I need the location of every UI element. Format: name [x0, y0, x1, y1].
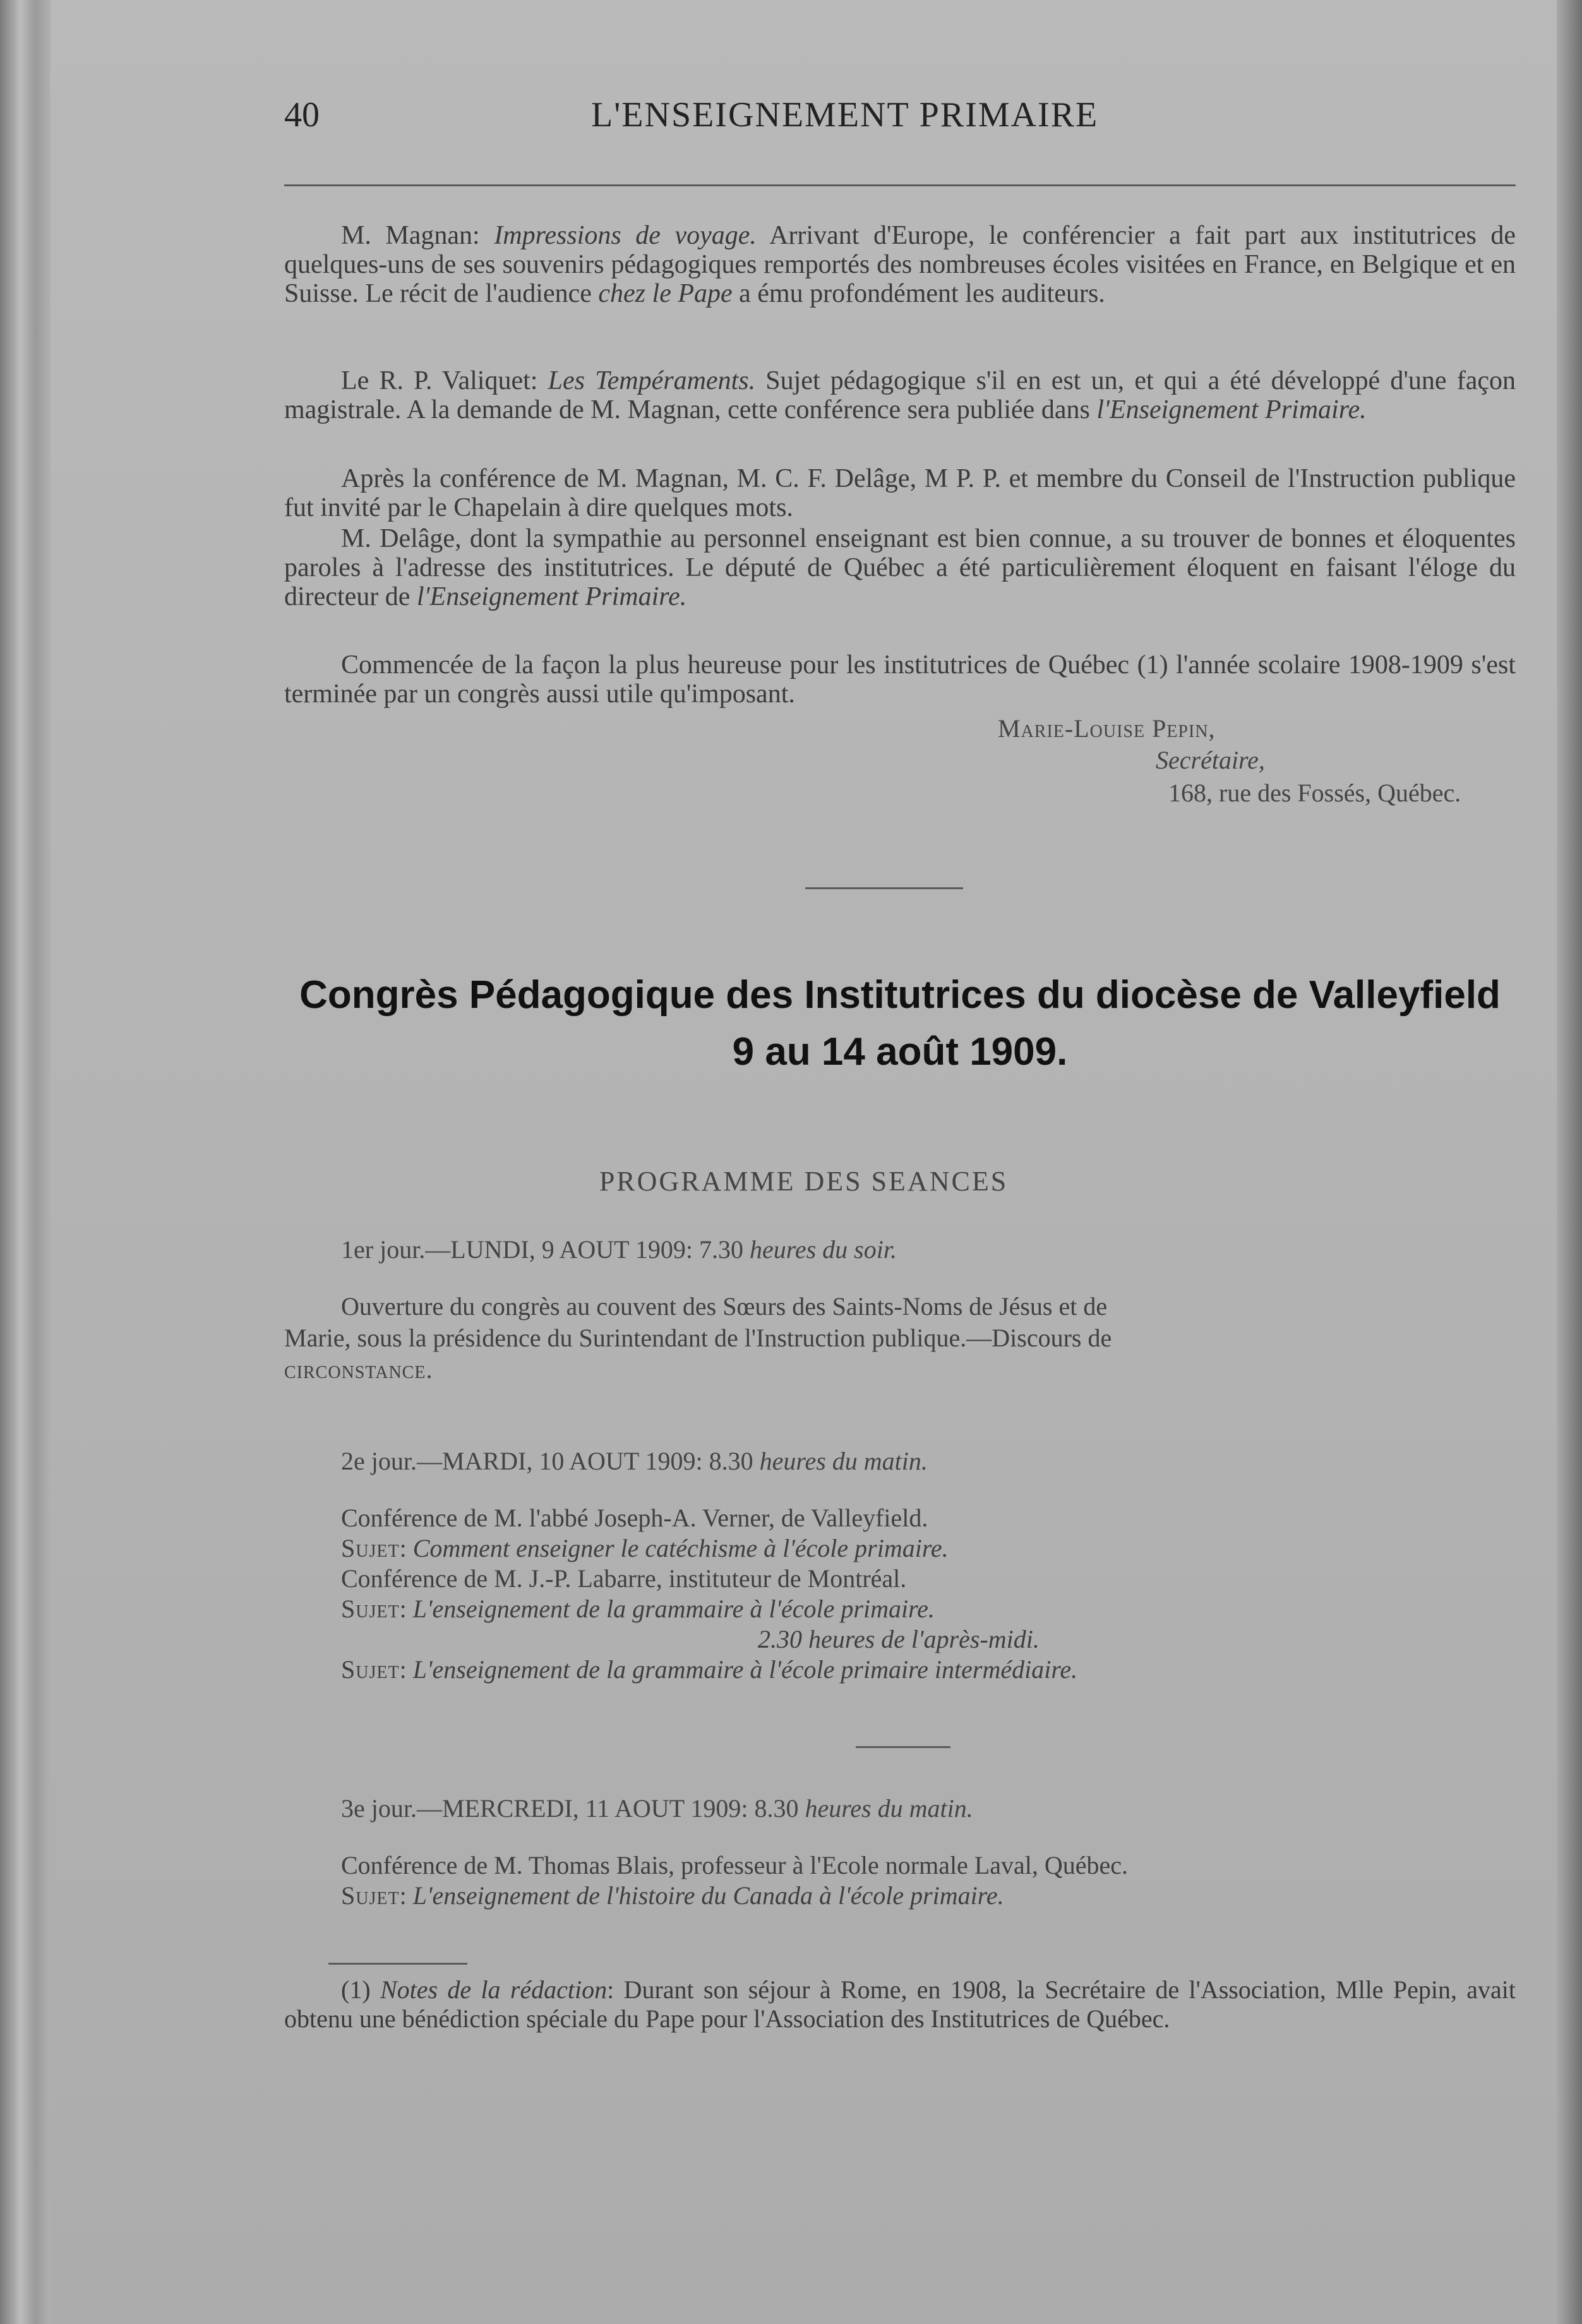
- day1-text: Marie, sous la présidence du Surintendant de l'Instruction publique.—Discours de: [284, 1324, 1112, 1352]
- footnote-marker: (1): [341, 1975, 371, 2004]
- signature-address: 168, rue des Fossés, Québec.: [1168, 779, 1461, 807]
- congress-dates: 9 au 14 août 1909.: [732, 1030, 1068, 1074]
- footnote-rule: [328, 1963, 467, 1965]
- day-head: 2e jour.—MARDI, 10 AOUT 1909: 8.30: [341, 1447, 753, 1475]
- paragraph-text: M. Delâge, dont la sympathie au personnel enseignant est bien connue, a su trouver de bonnes et éloquentes paroles à l'adresse des institutrices. Le député de Québec a été particulièrement éloquent en faisant l'éloge du directeur de: [284, 524, 1516, 611]
- section-divider: [805, 887, 963, 889]
- day-time: heures du matin.: [759, 1447, 928, 1475]
- day-head: 1er jour.—LUNDI, 9 AOUT 1909: 7.30: [341, 1235, 743, 1264]
- footnote-label: Notes de la rédaction: [380, 1975, 608, 2004]
- topic: Les Tempéraments.: [548, 366, 756, 395]
- page: [51, 0, 1557, 2324]
- page-edge: [1557, 0, 1582, 2324]
- footnote-text: Durant son séjour à Rome, en 1908, la Secrétaire de l'Association, Mlle Pepin, avait obtenu une bénédiction spéciale du Pape pour l'Association des Institutrices de Québec.: [284, 1975, 1516, 2033]
- paragraph-text: Sujet pédagogique s'il en est un, et qui a été développé d'une façon magistrale. A la demande de M. Magnan, cette conférence sera publiée dans: [284, 366, 1516, 424]
- footnote: (1) Notes de la rédaction: Durant son séjour à Rome, en 1908, la Secrétaire de l'Association, Mlle Pepin, avait obtenu une bénédiction spéciale du Pape pour l'Association des Institutrices de Québec.: [284, 1975, 1516, 2033]
- header-rule: [284, 184, 1516, 186]
- paragraph-conclusion: Commencée de la façon la plus heureuse pour les institutrices de Québec (1) l'année scolaire 1908-1909 s'est terminée par un congrès aussi utile qu'imposant.: [284, 650, 1516, 709]
- day2-conference: Conférence de M. J.-P. Labarre, instituteur de Montréal.: [341, 1564, 907, 1593]
- paragraph-delage-speech: [284, 524, 1516, 611]
- paragraph-text-end: a ému profondément les auditeurs.: [739, 279, 1105, 308]
- topic: Impressions de voyage.: [494, 221, 757, 250]
- speaker: M. Magnan: [341, 221, 473, 250]
- paragraph-magnan: M. Magnan: Impressions de voyage. Arrivant d'Europe, le conférencier a fait part aux institutrices de quelques-uns de ses souvenirs pédagogiques remportés des nombreuses écoles visitées en France, en Belgique et en Suisse. Le récit de l'audience chez le Pape a ému profondément les auditeurs.: [284, 221, 1516, 308]
- programme-title: PROGRAMME DES SEANCES: [599, 1166, 1009, 1197]
- day1-heading: [341, 1235, 897, 1264]
- subject-label: Sujet: [341, 1534, 400, 1562]
- day2-heading: [341, 1446, 928, 1476]
- subject-text: L'enseignement de la grammaire à l'école primaire.: [412, 1595, 935, 1623]
- paragraph-valiquet: Le R. P. Valiquet: Les Tempéraments. Sujet pédagogique s'il en est un, et qui a été développé d'une façon magistrale. A la demande de M. Magnan, cette conférence sera publiée dans l'Enseignement Primaire.: [284, 366, 1516, 424]
- day2-afternoon: 2.30 heures de l'après-midi.: [758, 1625, 1040, 1653]
- emphasis: l'Enseignement Primaire.: [416, 582, 687, 611]
- paragraph-text: Arrivant d'Europe, le conférencier a fait part aux institutrices de quelques-uns de ses souvenirs pédagogiques remportés des nombreuses écoles visitées en France, en Belgique et en Suisse. Le récit de l'audience: [284, 221, 1516, 308]
- day3-subject: Sujet: L'enseignement de l'histoire du Canada à l'école primaire.: [341, 1881, 1004, 1910]
- emphasis: chez le Pape: [598, 279, 733, 308]
- day-divider: [856, 1746, 950, 1748]
- signature-name: Marie-Louise Pepin,: [998, 714, 1216, 743]
- day1-text: circonstance.: [284, 1355, 433, 1384]
- congress-title: Congrès Pédagogique des Institutrices du diocèse de Valleyfield: [299, 973, 1501, 1017]
- day3-heading: [341, 1794, 973, 1823]
- day-head: 3e jour.—MERCREDI, 11 AOUT 1909: 8.30: [341, 1794, 799, 1823]
- paragraph-delage-invite: Après la conférence de M. Magnan, M. C. F. Delâge, M P. P. et membre du Conseil de l'Instruction publique fut invité par le Chapelain à dire quelques mots.: [284, 464, 1516, 522]
- day2-subject: Sujet: Comment enseigner le catéchisme à l'école primaire.: [341, 1534, 949, 1562]
- signature-role: Secrétaire,: [1156, 746, 1265, 774]
- subject-label: Sujet: [341, 1881, 400, 1910]
- day-time: heures du soir.: [750, 1235, 897, 1264]
- day3-conference: Conférence de M. Thomas Blais, professeur à l'Ecole normale Laval, Québec.: [341, 1851, 1129, 1879]
- running-title: L'ENSEIGNEMENT PRIMAIRE: [591, 95, 1099, 135]
- day1-text: Ouverture du congrès au couvent des Sœurs des Saints-Noms de Jésus et de: [341, 1292, 1108, 1321]
- emphasis: l'Enseignement Primaire.: [1096, 395, 1367, 424]
- book-binding: [0, 0, 51, 2324]
- speaker: Le R. P. Valiquet: [341, 366, 530, 395]
- day-time: heures du matin.: [805, 1794, 973, 1823]
- day2-conference: Conférence de M. l'abbé Joseph-A. Verner, de Valleyfield.: [341, 1504, 928, 1532]
- page-number: 40: [284, 95, 320, 135]
- day2-subject: Sujet: L'enseignement de la grammaire à l'école primaire.: [341, 1595, 935, 1623]
- day2-subject: Sujet: L'enseignement de la grammaire à l'école primaire intermédiaire.: [341, 1655, 1078, 1684]
- subject-text: Comment enseigner le catéchisme à l'école primaire.: [412, 1534, 949, 1562]
- subject-text: L'enseignement de l'histoire du Canada à l'école primaire.: [412, 1881, 1004, 1910]
- subject-text: L'enseignement de la grammaire à l'école primaire intermédiaire.: [412, 1655, 1078, 1684]
- subject-label: Sujet: [341, 1595, 400, 1623]
- subject-label: Sujet: [341, 1655, 400, 1684]
